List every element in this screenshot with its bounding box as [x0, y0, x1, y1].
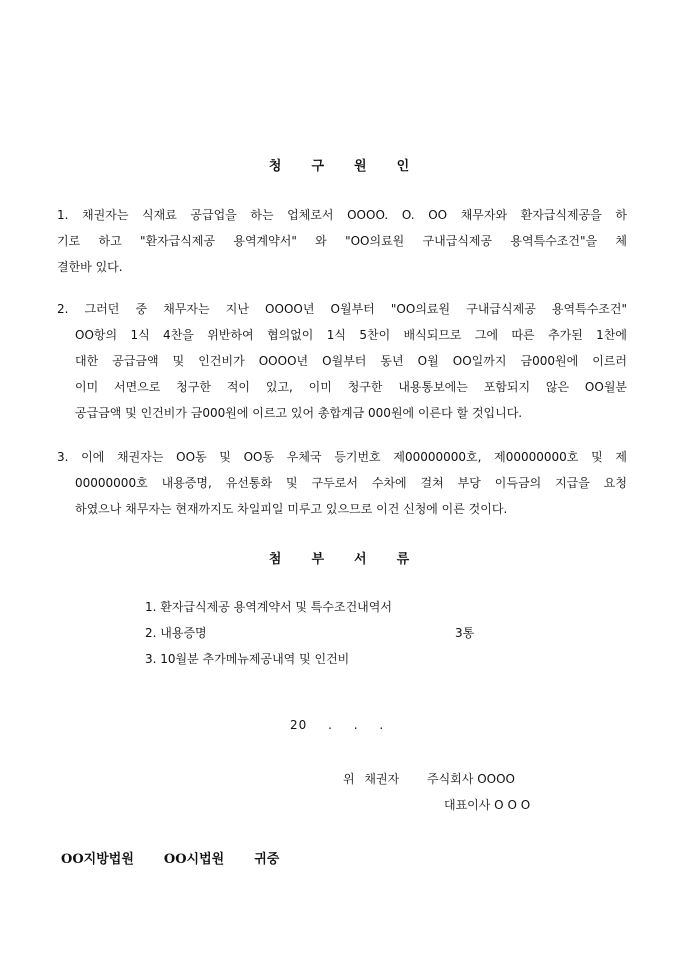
district-court: OO지방법원 — [61, 852, 134, 867]
creditor-company: 주식회사 OOOO — [427, 772, 515, 786]
attachment-item — [145, 646, 505, 672]
heading-char: 구 — [311, 159, 326, 174]
paragraph-1 — [57, 202, 627, 280]
heading-cause-of-claim — [0, 155, 680, 174]
attachment-list — [145, 594, 505, 672]
attachment-item — [145, 620, 505, 646]
paragraph-line: 3. 이에 채권자는 OO동 및 OO동 우체국 등기번호 제00000000호, 제00000000호 및 제 — [57, 450, 627, 464]
paragraph-line: 하였으나 채무자는 현재까지도 차일피일 미루고 있으므로 이건 신청에 이른 것이다. — [75, 502, 508, 516]
attachment-qty: 3통 — [455, 626, 475, 640]
heading-attachments — [0, 548, 680, 567]
attachment-text: 1. 환자급식제공 용역계약서 및 특수조건내역서 — [145, 600, 392, 614]
heading-char: 청 — [268, 159, 284, 174]
paragraph-line: 1. 채권자는 식재료 공급업을 하는 업체로서 OOOO. O. OO 채무자와 환자급식제공을 하 — [57, 208, 627, 222]
paragraph-line: 대한 공급금액 및 인건비가 OOOO년 O월부터 동년 O월 OO일까지 금000원에 이르러 — [75, 354, 627, 368]
city-court: OO시법원 — [163, 852, 225, 867]
heading-char: 원 — [354, 159, 369, 174]
heading-char: 류 — [396, 552, 412, 567]
attachment-text: 2. 내용증명 — [145, 626, 207, 640]
creditor-line — [343, 770, 515, 787]
document-date: 20 . . . — [290, 718, 385, 732]
paragraph-line: 이미 서면으로 청구한 적이 있고, 이미 청구한 내용통보에는 포함되지 않은 OO월분 — [75, 380, 627, 394]
paragraph-2 — [57, 296, 627, 426]
attachment-item — [145, 594, 505, 620]
court-addressee — [61, 848, 309, 867]
attachment-text: 3. 10월분 추가메뉴제공내역 및 인건비 — [145, 652, 350, 666]
addressee-honorific: 귀중 — [254, 852, 280, 867]
creditor-label: 위 채권자 — [343, 772, 400, 786]
paragraph-line: 기로 하고 "환자급식제공 용역계약서" 와 "OO의료원 구내급식제공 용역특수조건"을 체 — [57, 234, 627, 248]
heading-char: 첨 — [268, 552, 284, 567]
paragraph-line: 공급금액 및 인건비가 금000원에 이르고 있어 총합계금 000원에 이른다 할 것입니다. — [75, 406, 523, 420]
paragraph-line: 2. 그러던 중 채무자는 지난 OOOO년 O월부터 "OO의료원 구내급식제공 용역특수조건" — [57, 302, 627, 316]
ceo-line: 대표이사 O O O — [444, 798, 531, 812]
paragraph-line: 결한바 있다. — [57, 260, 123, 274]
heading-char: 부 — [311, 552, 326, 567]
paragraph-line: 00000000호 내용증명, 유선통화 및 구두로서 수차에 걸쳐 부당 이득금의 지급을 요청 — [75, 476, 627, 490]
paragraph-3 — [57, 444, 627, 522]
heading-char: 인 — [396, 159, 412, 174]
paragraph-line: OO항의 1식 4찬을 위반하여 협의없이 1식 5찬이 배식되므로 그에 따른 추가된 1찬에 — [75, 328, 627, 342]
heading-char: 서 — [354, 552, 369, 567]
